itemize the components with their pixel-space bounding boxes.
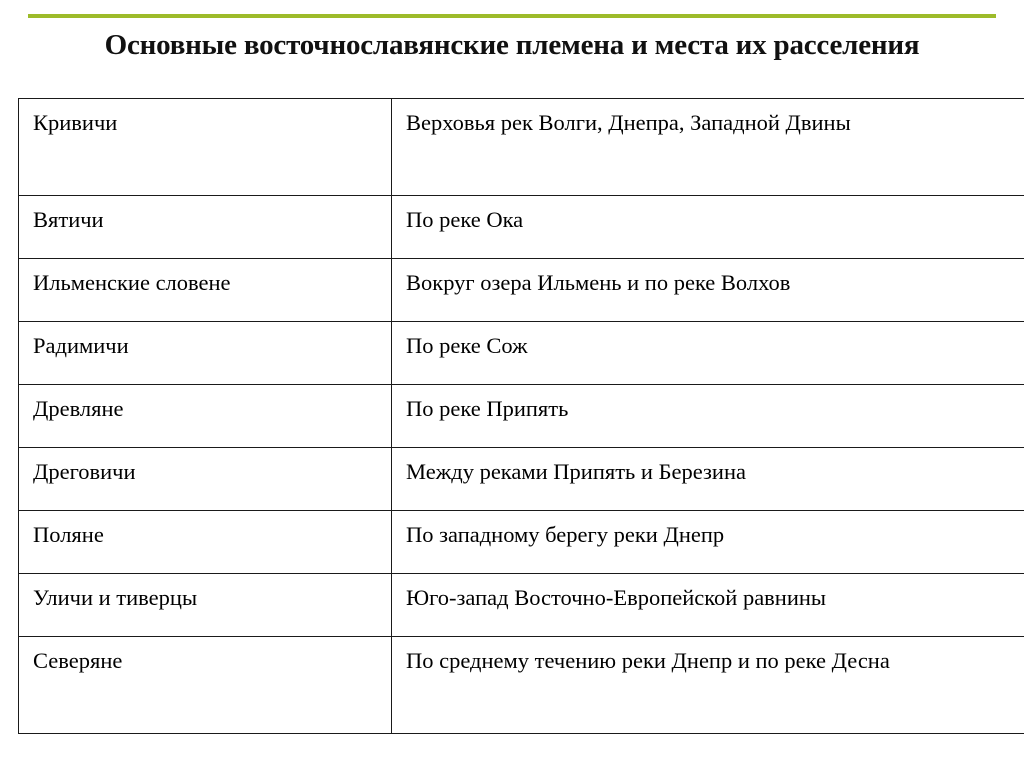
- tribe-name-cell: Кривичи: [19, 99, 392, 196]
- tribe-place-cell: Вокруг озера Ильмень и по реке Волхов: [392, 259, 1024, 322]
- tribe-place-cell: Между реками Припять и Березина: [392, 448, 1024, 511]
- tribe-place-cell: По реке Припять: [392, 385, 1024, 448]
- tribe-place-cell: Верховья рек Волги, Днепра, Западной Двины: [392, 99, 1024, 196]
- tribe-name-cell: Дреговичи: [19, 448, 392, 511]
- table-row: [19, 448, 1024, 511]
- tribe-name-cell: Радимичи: [19, 322, 392, 385]
- tribe-name-cell: Северяне: [19, 637, 392, 734]
- tribe-name-cell: Поляне: [19, 511, 392, 574]
- table-row: [19, 511, 1024, 574]
- table-row: [19, 385, 1024, 448]
- tribe-name-cell: Ильменские словене: [19, 259, 392, 322]
- table-row: [19, 637, 1024, 734]
- page-title: Основные восточнославянские племена и места их расселения: [104, 29, 920, 61]
- tribe-name-cell: Древляне: [19, 385, 392, 448]
- table-container: [18, 98, 1006, 734]
- table-row: [19, 574, 1024, 637]
- tribe-place-cell: По среднему течению реки Днепр и по реке Десна: [392, 637, 1024, 734]
- tribe-name-cell: Вятичи: [19, 196, 392, 259]
- accent-rule: [28, 14, 996, 18]
- table-row: [19, 99, 1024, 196]
- table-row: [19, 196, 1024, 259]
- tribes-table: [18, 98, 1024, 734]
- tribe-place-cell: Юго-запад Восточно-Европейской равнины: [392, 574, 1024, 637]
- table-row: [19, 259, 1024, 322]
- tribe-place-cell: По реке Ока: [392, 196, 1024, 259]
- tribe-place-cell: По реке Сож: [392, 322, 1024, 385]
- table-row: [19, 322, 1024, 385]
- tribe-name-cell: Уличи и тиверцы: [19, 574, 392, 637]
- tribe-place-cell: По западному берегу реки Днепр: [392, 511, 1024, 574]
